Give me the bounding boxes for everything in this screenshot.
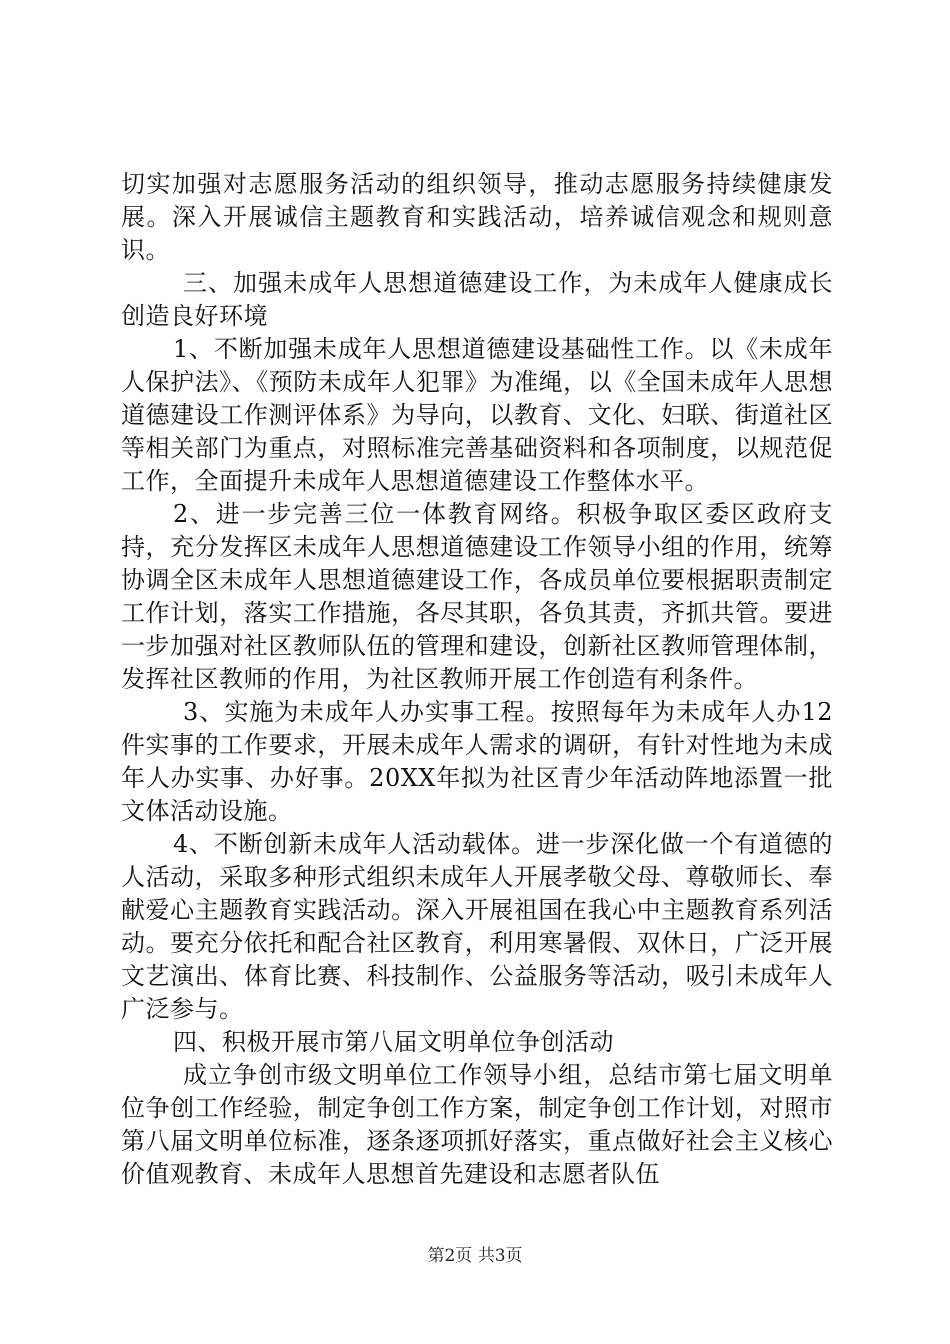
section-heading-three: 三、加强未成年人思想道德建设工作，为未成年人健康成长创造良好环境: [121, 269, 833, 330]
document-body: [121, 168, 833, 1191]
page-number-footer: 第2页 共3页: [427, 1246, 523, 1266]
paragraph-item-3: 3、实施为未成年人办实事工程。按照每年为未成年人办12件实事的工作要求，开展未成年人需求的调研，有针对性地为未成年人办实事、办好事。20XX年拟为社区青少年活动阵地添置一批文体活动设施。: [121, 698, 833, 825]
paragraph-item-4: 4、不断创新未成年人活动载体。进一步深化做一个有道德的人活动，采取多种形式组织未成年人开展孝敬父母、尊敬师长、奉献爱心主题教育实践活动。深入开展祖国在我心中主题教育系列活动。要充分依托和配合社区教育，利用寒暑假、双休日，广泛开展文艺演出、体育比赛、科技制作、公益服务等活动，吸引未成年人广泛参与。: [121, 830, 833, 1023]
paragraph-item-1: 1、不断加强未成年人思想道德建设基础性工作。以《未成年人保护法》、《预防未成年人犯罪》为准绳，以《全国未成年人思想道德建设工作测评体系》为导向，以教育、文化、妇联、街道社区等相关部门为重点，对照标准完善基础资料和各项制度，以规范促工作，全面提升未成年人思想道德建设工作整体水平。: [121, 335, 833, 495]
paragraph-continuation: 切实加强对志愿服务活动的组织领导，推动志愿服务持续健康发展。深入开展诚信主题教育和实践活动，培养诚信观念和规则意识。: [121, 170, 833, 264]
section-heading-four: 四、积极开展市第八届文明单位争创活动: [173, 1028, 614, 1056]
paragraph-section-four: 成立争创市级文明单位工作领导小组，总结市第七届文明单位争创工作经验，制定争创工作方案，制定争创工作计划，对照市第八届文明单位标准，逐条逐项抓好落实，重点做好社会主义核心价值观教育、未成年人思想首先建设和志愿者队伍: [121, 1061, 833, 1188]
paragraph-item-2: 2、进一步完善三位一体教育网络。积极争取区委区政府支持，充分发挥区未成年人思想道德建设工作领导小组的作用，统筹协调全区未成年人思想道德建设工作，各成员单位要根据职责制定工作计划，落实工作措施，各尽其职，各负其责，齐抓共管。要进一步加强对社区教师队伍的管理和建设，创新社区教师管理体制，发挥社区教师的作用，为社区教师开展工作创造有利条件。: [121, 500, 833, 693]
